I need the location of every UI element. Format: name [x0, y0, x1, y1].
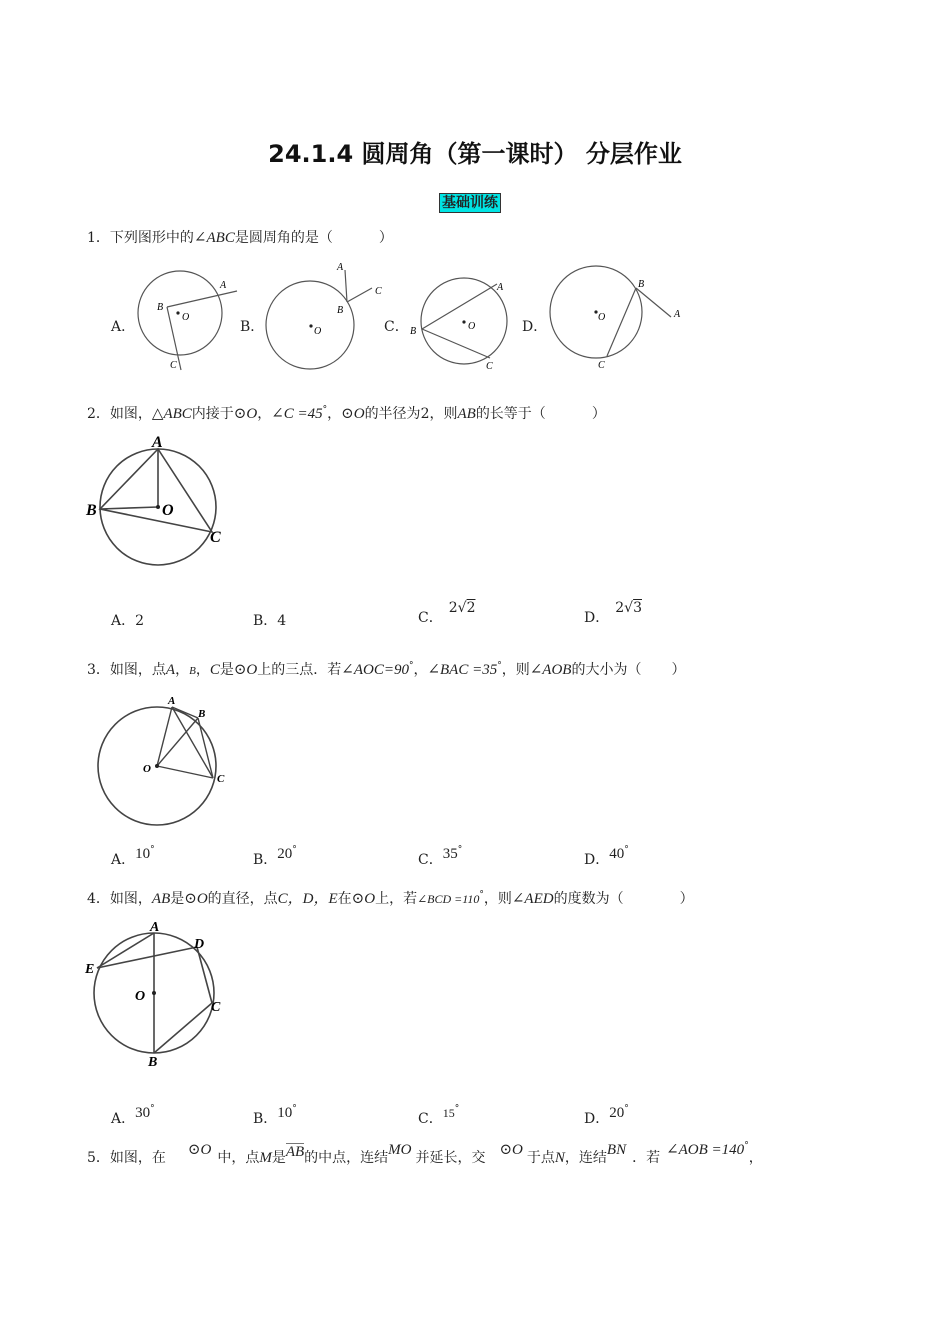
q2-label-a: A: [152, 434, 163, 451]
q2-option-b[interactable]: [253, 610, 286, 630]
q4-figure: [84, 920, 234, 1070]
q3-line-ac: [172, 707, 213, 778]
q5-mo: MO: [388, 1142, 412, 1158]
q5-arc-ab: AB: [285, 1144, 305, 1160]
q4-label-b: B: [148, 1055, 158, 1070]
question-1: [87, 228, 393, 248]
q2-option-b-value: 4: [277, 613, 287, 629]
q2-number: 2．: [87, 406, 110, 422]
q4-text3: 的直径，点: [207, 891, 278, 907]
q3-angle-aob: ∠AOB: [529, 662, 572, 678]
q3-text7: ）: [671, 662, 686, 678]
q3-text5: ，则: [501, 662, 530, 678]
q1d-label-a: A: [674, 309, 681, 320]
q1-figure-d: [546, 262, 692, 374]
q1b-label-b: B: [337, 305, 344, 316]
q2-text7: 的长等于（: [475, 406, 546, 422]
q2-option-a-label: A．: [111, 613, 136, 629]
q4-circle-o: ⊙O: [184, 891, 208, 907]
q3-text: 如图，点: [109, 662, 166, 678]
sqrt-icon: √: [624, 600, 634, 616]
q4-text: 如图，: [109, 891, 152, 907]
q3-angle-bac: ∠BAC =35: [427, 662, 498, 678]
q3-option-a-value: 10: [135, 846, 151, 862]
q4-angle-aed: ∠AED: [511, 891, 554, 907]
q4-option-c-degree: °: [454, 1104, 460, 1114]
q2-radius: 2: [420, 406, 430, 422]
q3-option-c-value: 35: [442, 846, 458, 862]
q1c-label-c: C: [486, 361, 493, 372]
q2-text2: 内接于: [191, 406, 234, 422]
q5-text5: 并延长，交: [415, 1150, 486, 1166]
q2-option-d-rad: 3: [633, 600, 642, 616]
q1c-label-a: A: [497, 282, 504, 293]
q3-label-a: A: [168, 695, 176, 707]
q4-text4: 在: [337, 891, 352, 907]
q5-angle-aob: ∠AOB =140: [666, 1142, 745, 1158]
q2-option-d[interactable]: [584, 600, 642, 627]
q2-ab: AB: [457, 406, 476, 422]
q2-center: [156, 505, 160, 509]
q1c-label-b: B: [410, 326, 417, 337]
q4-option-b-label: B．: [253, 1111, 278, 1127]
q3-option-b-degree: °: [292, 845, 297, 855]
q5-m: M: [259, 1150, 272, 1166]
q4-option-d-label: D．: [584, 1111, 610, 1127]
section-badge: 基础训练: [439, 193, 501, 213]
q4-ab: AB: [151, 891, 171, 907]
q1-figure-c: [406, 274, 518, 374]
q2-label-c: C: [210, 529, 221, 546]
q5-degree: °: [744, 1141, 749, 1151]
q5-text9: ，: [748, 1150, 763, 1166]
q1b-label-c: C: [375, 286, 382, 297]
q1c-center: [462, 320, 465, 323]
q3-option-b-label: B．: [253, 852, 278, 868]
q5-text7: ，连结: [564, 1150, 607, 1166]
q3-number: 3．: [87, 662, 110, 678]
q3-option-a[interactable]: [111, 845, 155, 869]
q3-option-d-label: D．: [584, 852, 610, 868]
q2-option-a[interactable]: [111, 610, 144, 630]
q4-text2: 是: [170, 891, 185, 907]
q1d-label-o: O: [598, 312, 606, 323]
q1a-label-a: A: [220, 280, 227, 291]
q4-text7: 的度数为（: [553, 891, 624, 907]
q4-line-dc: [197, 947, 212, 1003]
q5-text4: 的中点，连结: [304, 1150, 389, 1166]
q1-option-a[interactable]: A．: [111, 319, 136, 335]
q3-label-b: B: [198, 708, 206, 720]
q1-option-d[interactable]: D．: [522, 319, 548, 335]
q4-points: C，D，E: [277, 891, 338, 907]
q3-center: [155, 764, 159, 768]
q3-option-d-value: 40: [609, 846, 625, 862]
q3-option-d-degree: °: [624, 845, 629, 855]
q4-option-d-degree: °: [624, 1104, 629, 1114]
q2-circle-o2: ⊙O: [341, 406, 365, 422]
q2-text5: 的半径为: [364, 406, 421, 422]
q1-figure-b: [262, 258, 392, 373]
q4-option-d[interactable]: [584, 1104, 629, 1128]
q4-degree: °: [479, 890, 484, 900]
q4-option-a[interactable]: [111, 1104, 155, 1128]
sqrt-icon: √: [457, 600, 467, 616]
q4-label-a: A: [150, 920, 160, 935]
q1b-label-o: O: [314, 326, 322, 337]
q3-option-a-degree: °: [150, 845, 155, 855]
q4-option-c[interactable]: [418, 1104, 460, 1128]
q2-line-bo: [100, 507, 158, 509]
q1a-label-b: B: [157, 302, 164, 313]
q1a-label-o: O: [182, 312, 190, 323]
q3-option-d[interactable]: [584, 845, 629, 869]
q4-text8: ）: [679, 891, 694, 907]
q1-figure-a: [132, 270, 244, 372]
q5-number: 5．: [87, 1150, 110, 1166]
q3-option-b[interactable]: [253, 845, 297, 869]
q3-option-c[interactable]: [418, 845, 463, 869]
q3-text2: 是: [219, 662, 234, 678]
q1a-center: [176, 311, 179, 314]
q3-option-c-label: C．: [418, 852, 443, 868]
q2-triangle: △ABC: [151, 406, 192, 422]
q1b-line-ba: [345, 270, 347, 302]
q3-c: C: [209, 662, 220, 678]
q4-text5: 上，若: [375, 891, 418, 907]
q2-option-c-coef: 2: [448, 600, 458, 616]
q4-option-c-value: 15: [442, 1106, 455, 1120]
q2-text8: ）: [591, 406, 606, 422]
q3-text6: 的大小为（: [571, 662, 642, 678]
q5-circle-o: ⊙O: [187, 1142, 212, 1158]
q4-label-e: E: [85, 962, 95, 977]
q1a-circle: [138, 271, 222, 355]
q2-option-d-label: D．: [584, 610, 610, 626]
q2-option-c[interactable]: [418, 600, 475, 627]
q4-label-d: D: [194, 937, 205, 952]
q1c-line-bc: [422, 329, 490, 358]
q2-text4: ，: [327, 406, 342, 422]
q3-angle-aoc: ∠AOC=90: [341, 662, 409, 678]
q1-text3: ）: [378, 230, 393, 246]
q5-bn: BN: [606, 1142, 627, 1158]
q3-degree2: °: [497, 661, 502, 671]
q1-number: 1．: [87, 230, 110, 246]
q4-angle-bcd: ∠BCD =110: [417, 892, 480, 906]
q4-option-a-degree: °: [150, 1104, 155, 1114]
q3-comma1: ，: [175, 662, 190, 678]
q1d-line-bc: [607, 288, 636, 356]
q4-option-c-label: C．: [418, 1111, 443, 1127]
q2-text3: ，: [257, 406, 272, 422]
q5-circle-o2: ⊙O: [499, 1142, 523, 1158]
q3-option-a-label: A．: [111, 852, 136, 868]
q4-center: [152, 991, 156, 995]
q4-label-o: O: [135, 989, 146, 1004]
question-3: [87, 656, 685, 681]
q4-option-b-value: 10: [277, 1105, 293, 1121]
q1c-label-o: O: [468, 321, 476, 332]
q3-figure: [92, 692, 232, 830]
question-2: [87, 400, 606, 424]
q3-option-b-value: 20: [277, 846, 293, 862]
question-5: [87, 1141, 763, 1168]
q1b-line-bc: [347, 288, 372, 302]
q1a-label-c: C: [170, 360, 177, 371]
q3-text3: 上的三点．若: [257, 662, 342, 678]
q3-b: B: [189, 665, 196, 677]
q2-circle-o: ⊙O: [233, 406, 258, 422]
q3-line-bc: [198, 718, 213, 778]
q4-option-b[interactable]: [253, 1104, 297, 1128]
q2-label-o: O: [162, 502, 174, 519]
q2-option-c-rad: 2: [466, 600, 476, 616]
q3-line-oc: [157, 766, 213, 778]
q3-text4: ，: [413, 662, 428, 678]
q5-text6: 于点: [526, 1150, 555, 1166]
q1b-label-a: A: [337, 262, 344, 273]
q2-degree: °: [322, 405, 328, 415]
q2-text: 如图，: [109, 406, 152, 422]
q4-option-a-label: A．: [111, 1111, 136, 1127]
q3-degree: °: [408, 661, 414, 671]
q1-option-b[interactable]: B．: [240, 319, 265, 335]
q4-circle-o2: ⊙O: [351, 891, 376, 907]
q1-text: 下列图形中的: [109, 230, 194, 246]
q1a-line-ba: [167, 291, 237, 307]
q1-text2: 是圆周角的是（: [234, 230, 333, 246]
q1b-center: [309, 324, 312, 327]
q5-text2: 中，点: [217, 1150, 260, 1166]
q2-triangle-shape: [100, 449, 212, 532]
q2-option-b-label: B．: [253, 613, 278, 629]
page-title: 24.1.4 圆周角（第一课时） 分层作业: [268, 140, 682, 168]
q4-option-b-degree: °: [292, 1104, 297, 1114]
q3-circle-o: ⊙O: [233, 662, 258, 678]
q2-option-a-value: 2: [135, 613, 145, 629]
q5-text8: ．若: [632, 1150, 661, 1166]
q3-label-c: C: [217, 773, 225, 785]
q2-label-b: B: [86, 502, 97, 519]
q2-text6: ，则: [429, 406, 458, 422]
q5-text3: 是: [271, 1150, 286, 1166]
q2-angle-c: ∠C =45: [271, 406, 323, 422]
q1-option-c[interactable]: C．: [384, 319, 409, 335]
q2-figure: [84, 432, 234, 570]
q3-option-c-degree: °: [457, 845, 463, 855]
q4-text6: ，则: [483, 891, 512, 907]
q5-text: 如图，在: [109, 1150, 166, 1166]
q5-n: N: [554, 1150, 565, 1166]
q2-option-c-label: C．: [418, 610, 443, 626]
q4-number: 4．: [87, 891, 110, 907]
q3-label-o: O: [143, 763, 151, 775]
question-4: [87, 885, 694, 909]
q2-option-d-coef: 2: [615, 600, 625, 616]
q1d-label-b: B: [638, 279, 645, 290]
q3-comma2: ，: [195, 662, 210, 678]
q4-label-c: C: [211, 1000, 221, 1015]
q4-option-a-value: 30: [135, 1105, 151, 1121]
q3-a: A: [165, 662, 176, 678]
q1d-label-c: C: [598, 360, 605, 371]
q4-option-d-value: 20: [609, 1105, 625, 1121]
q1-angle: ∠ABC: [193, 230, 235, 246]
